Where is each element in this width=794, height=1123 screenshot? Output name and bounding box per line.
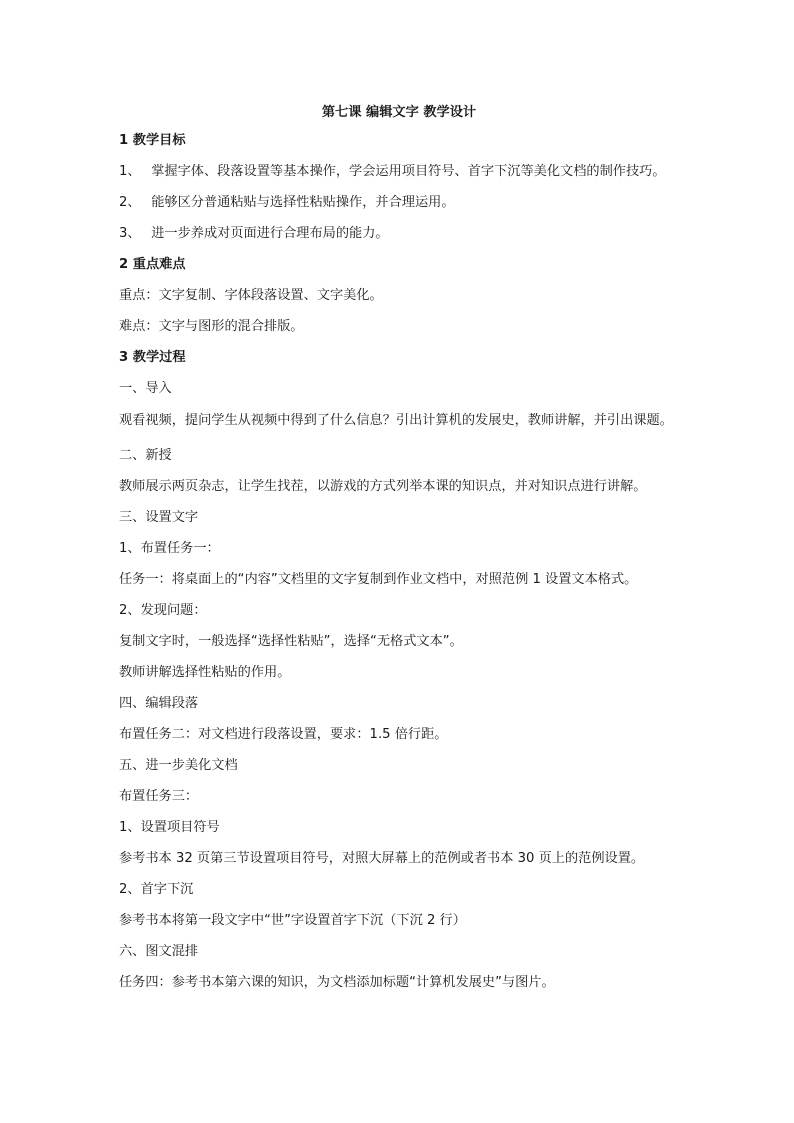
key-point-text: 重点：文字复制、字体段落设置、文字美化。 [119, 288, 383, 303]
difficult-point-text: 难点：文字与图形的混合排版。 [119, 319, 304, 334]
section-heading-key-points: 2 重点难点 [119, 257, 186, 272]
objective-item [119, 161, 679, 192]
dropcap-label: 2、首字下沉 [119, 882, 194, 897]
task3-label: 布置任务三： [119, 789, 199, 804]
objective-number: 1、 [119, 164, 141, 179]
problem-paragraph: 复制文字时，一般选择“选择性粘贴”，选择“无格式文本”。 [119, 634, 463, 649]
objective-text: 能够区分普通粘贴与选择性粘贴操作，并合理运用。 [147, 195, 455, 210]
intro-paragraph: 观看视频，提问学生从视频中得到了什么信息？引出计算机的发展史，教师讲解，并引出课题。 [119, 413, 673, 428]
task1-paragraph: 任务一：将桌面上的“内容”文档里的文字复制到作业文档中，对照范例 1 设置文本格式。 [119, 572, 638, 587]
beautify-subheading: 五、进一步美化文档 [119, 758, 238, 773]
new-lesson-paragraph: 教师展示两页杂志，让学生找茬，以游戏的方式列举本课的知识点，并对知识点进行讲解。 [119, 479, 647, 494]
new-lesson-subheading: 二、新授 [119, 448, 172, 463]
explain-paragraph: 教师讲解选择性粘贴的作用。 [119, 665, 291, 680]
section-heading-objectives: 1 教学目标 [119, 133, 186, 148]
objective-text: 掌握字体、段落设置等基本操作，学会运用项目符号、首字下沉等美化文档的制作技巧。 [147, 164, 666, 179]
task1-label: 1、布置任务一： [119, 541, 220, 556]
objective-number: 3、 [119, 226, 141, 241]
edit-paragraph-subheading: 四、编辑段落 [119, 696, 199, 711]
objective-number: 2、 [119, 195, 141, 210]
mixed-layout-subheading: 六、图文混排 [119, 944, 199, 959]
set-text-subheading: 三、设置文字 [119, 510, 199, 525]
section-heading-process: 3 教学过程 [119, 350, 186, 365]
bullet-paragraph: 参考书本 32 页第三节设置项目符号，对照大屏幕上的范例或者书本 30 页上的范例设置。 [119, 851, 645, 866]
objective-item [119, 192, 679, 223]
problem-label: 2、发现问题： [119, 603, 207, 618]
objective-text: 进一步养成对页面进行合理布局的能力。 [147, 226, 389, 241]
intro-subheading: 一、导入 [119, 381, 172, 396]
dropcap-paragraph: 参考书本将第一段文字中“世”字设置首字下沉（下沉 2 行） [119, 913, 466, 928]
bullet-label: 1、设置项目符号 [119, 820, 220, 835]
task2-paragraph: 布置任务二：对文档进行段落设置，要求：1.5 倍行距。 [119, 727, 448, 742]
document-title: 第七课 编辑文字 教学设计 [321, 105, 477, 120]
document-body [119, 100, 679, 1003]
objective-item [119, 223, 679, 254]
task4-paragraph: 任务四：参考书本第六课的知识，为文档添加标题“计算机发展史”与图片。 [119, 975, 555, 990]
